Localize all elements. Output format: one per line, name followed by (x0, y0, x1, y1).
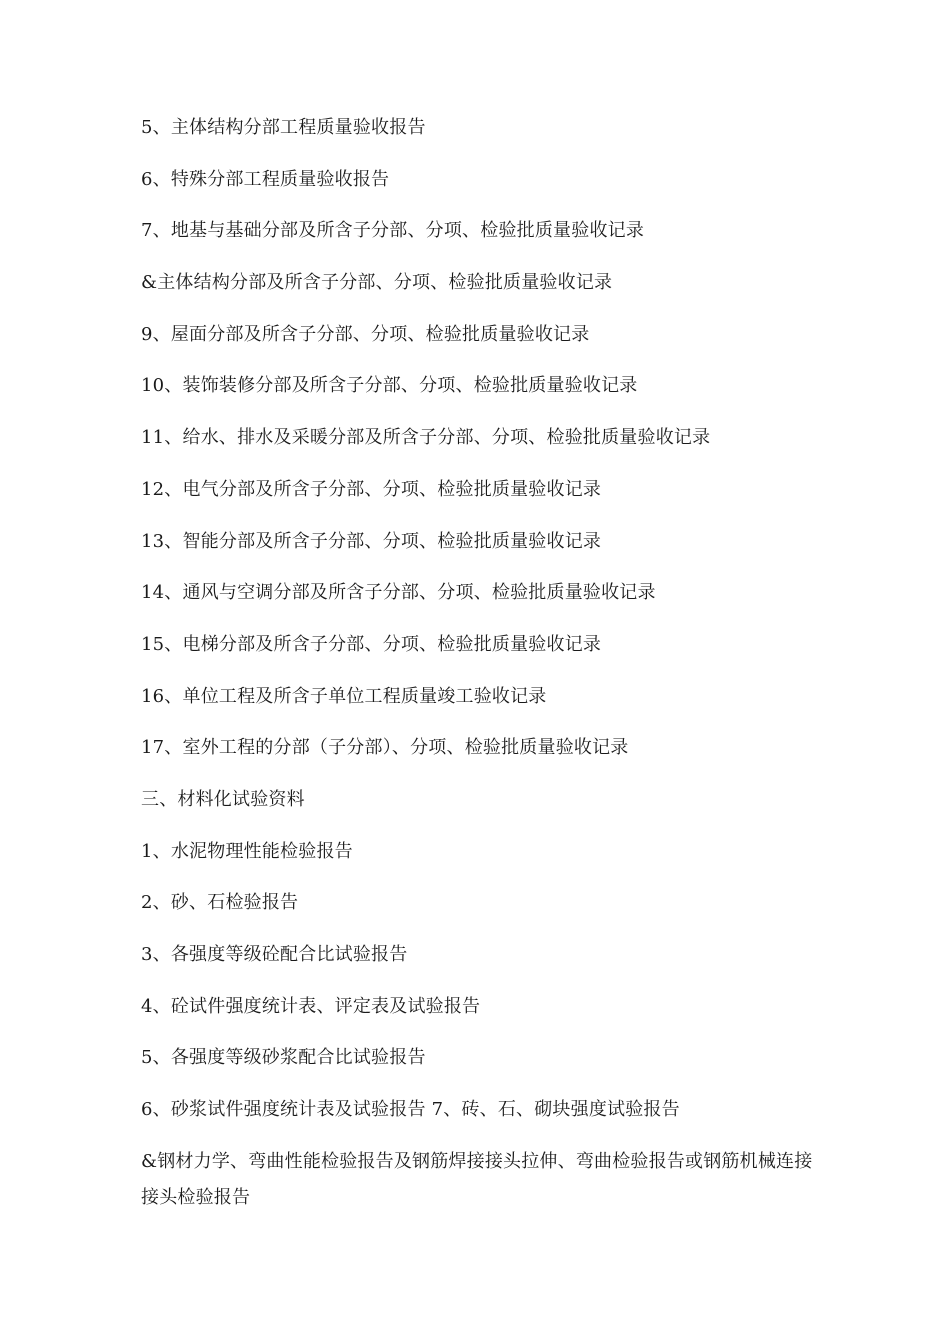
list-item: 1、水泥物理性能检验报告 (141, 840, 353, 862)
document-body (141, 115, 821, 1241)
list-item: 6、砂浆试件强度统计表及试验报告 7、砖、石、砌块强度试验报告 (141, 1099, 680, 1121)
list-item: 6、特殊分部工程质量验收报告 (141, 168, 390, 190)
list-item: 15、电梯分部及所含子分部、分项、检验批质量验收记录 (141, 633, 602, 655)
list-item: 5、主体结构分部工程质量验收报告 (141, 117, 426, 138)
list-item: 9、屋面分部及所含子分部、分项、检验批质量验收记录 (141, 323, 590, 345)
list-item: 17、室外工程的分部（子分部）、分项、检验批质量验收记录 (141, 737, 629, 759)
list-item: 14、通风与空调分部及所含子分部、分项、检验批质量验收记录 (141, 582, 656, 604)
list-item: &主体结构分部及所含子分部、分项、检验批质量验收记录 (141, 272, 613, 294)
section-heading: 三、材料化试验资料 (141, 788, 305, 810)
list-item: &钢材力学、弯曲性能检验报告及钢筋焊接接头拉伸、弯曲检验报告或钢筋机械连接接头检验报告 (141, 1150, 813, 1208)
list-item: 7、地基与基础分部及所含子分部、分项、检验批质量验收记录 (141, 220, 645, 242)
list-item: 13、智能分部及所含子分部、分项、检验批质量验收记录 (141, 530, 602, 552)
list-item: 4、砼试件强度统计表、评定表及试验报告 (141, 995, 481, 1017)
list-item: 5、各强度等级砂浆配合比试验报告 (141, 1047, 426, 1069)
list-item: 12、电气分部及所含子分部、分项、检验批质量验收记录 (141, 478, 602, 500)
list-item: 3、各强度等级砼配合比试验报告 (141, 944, 408, 965)
list-item: 2、砂、石检验报告 (141, 892, 299, 914)
list-item: 10、装饰装修分部及所含子分部、分项、检验批质量验收记录 (141, 375, 638, 397)
list-item: 11、给水、排水及采暖分部及所含子分部、分项、检验批质量验收记录 (141, 427, 711, 449)
list-item: 16、单位工程及所含子单位工程质量竣工验收记录 (141, 685, 547, 707)
